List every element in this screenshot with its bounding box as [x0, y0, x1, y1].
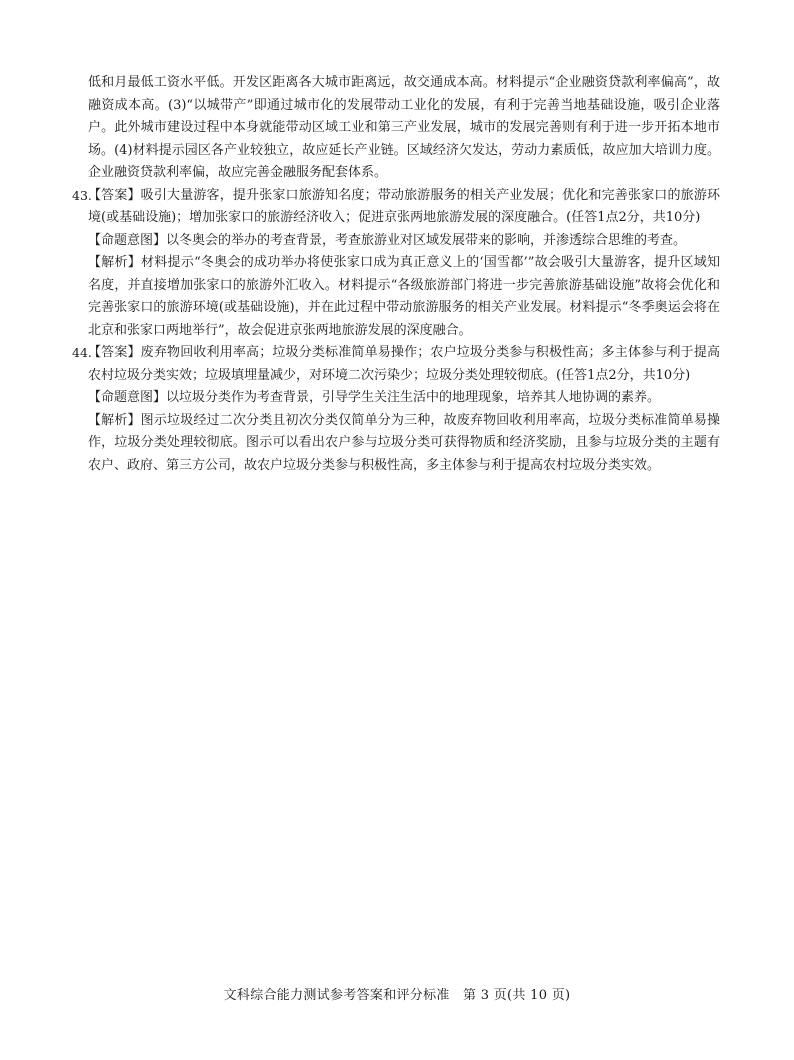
q43-answer: 【答案】吸引大量游客，提升张家口旅游知名度；带动旅游服务的相关产业发展；优化和完善张家口的旅游环境(或基础设施)；增加张家口的旅游经济收入；促进京张两地旅游发展的深度融合。(任答1点2分，共10分): [88, 187, 720, 225]
q44-answer: 【答案】废弃物回收利用率高；垃圾分类标准简单易操作；农户垃圾分类参与积极性高；多主体参与利于提高农村垃圾分类实效；垃圾填埋量减少，对环境二次污染少；垃圾分类处理较彻底。(任答1点2分，共10分): [88, 345, 720, 383]
question-43: [72, 185, 720, 343]
page-footer: 文科综合能力测试参考答案和评分标准 第 3 页(共 10 页): [223, 988, 571, 1003]
q44-analysis: 【解析】图示垃圾经过二次分类且初次分类仅简单分为三种，故废弃物回收利用率高，垃圾分类标准简单易操作，垃圾分类处理较彻底。图示可以看出农户参与垃圾分类可获得物质和经济奖励，且参与垃圾分类的主题有农户、政府、第三方公司，故农户垃圾分类参与积极性高，多主体参与利于提高农村垃圾分类实效。: [88, 412, 720, 473]
question-43-number: 43.: [72, 187, 92, 203]
q43-intent: 【命题意图】以冬奥会的举办的考查背景，考查旅游业对区域发展带来的影响，并渗透综合思维的考查。: [88, 232, 687, 248]
answer-content: [72, 72, 720, 477]
question-44: [72, 342, 720, 477]
q44-intent: 【命题意图】以垃圾分类作为考查背景，引导学生关注生活中的地理现象，培养其人地协调的素养。: [88, 390, 661, 405]
q43-analysis: 【解析】材料提示“冬奥会的成功举办将使张家口成为真正意义上的‘国雪都’”故会吸引大量游客，提升区域知名度，并直接增加张家口的旅游外汇收入。材料提示“各级旅游部门将进一步完善旅游基础设施”故将会优化和完善张家口的旅游环境(或基础设施)，并在此过程中带动旅游服务的相关产业发展。材料提示“冬季奥运会将在北京和张家口两地举行”，故会促进京张两地旅游发展的深度融合。: [88, 255, 720, 338]
question-44-number: 44.: [72, 345, 92, 360]
q42-continuation-paragraph: 低和月最低工资水平低。开发区距离各大城市距离远，故交通成本高。材料提示“企业融资贷款利率偏高”，故融资成本高。(3)“以城带产”即通过城市化的发展带动工业化的发展，有利于完善当地基础设施，吸引企业落户。此外城市建设过程中本身就能带动区域工业和第三产业发展，城市的发展完善则有利于进一步开拓本地市场。(4)材料提示园区各产业较独立，故应延长产业链。区域经济欠发达，劳动力素质低，故应加大培训力度。企业融资贷款利率偏，故应完善金融服务配套体系。: [88, 75, 720, 180]
